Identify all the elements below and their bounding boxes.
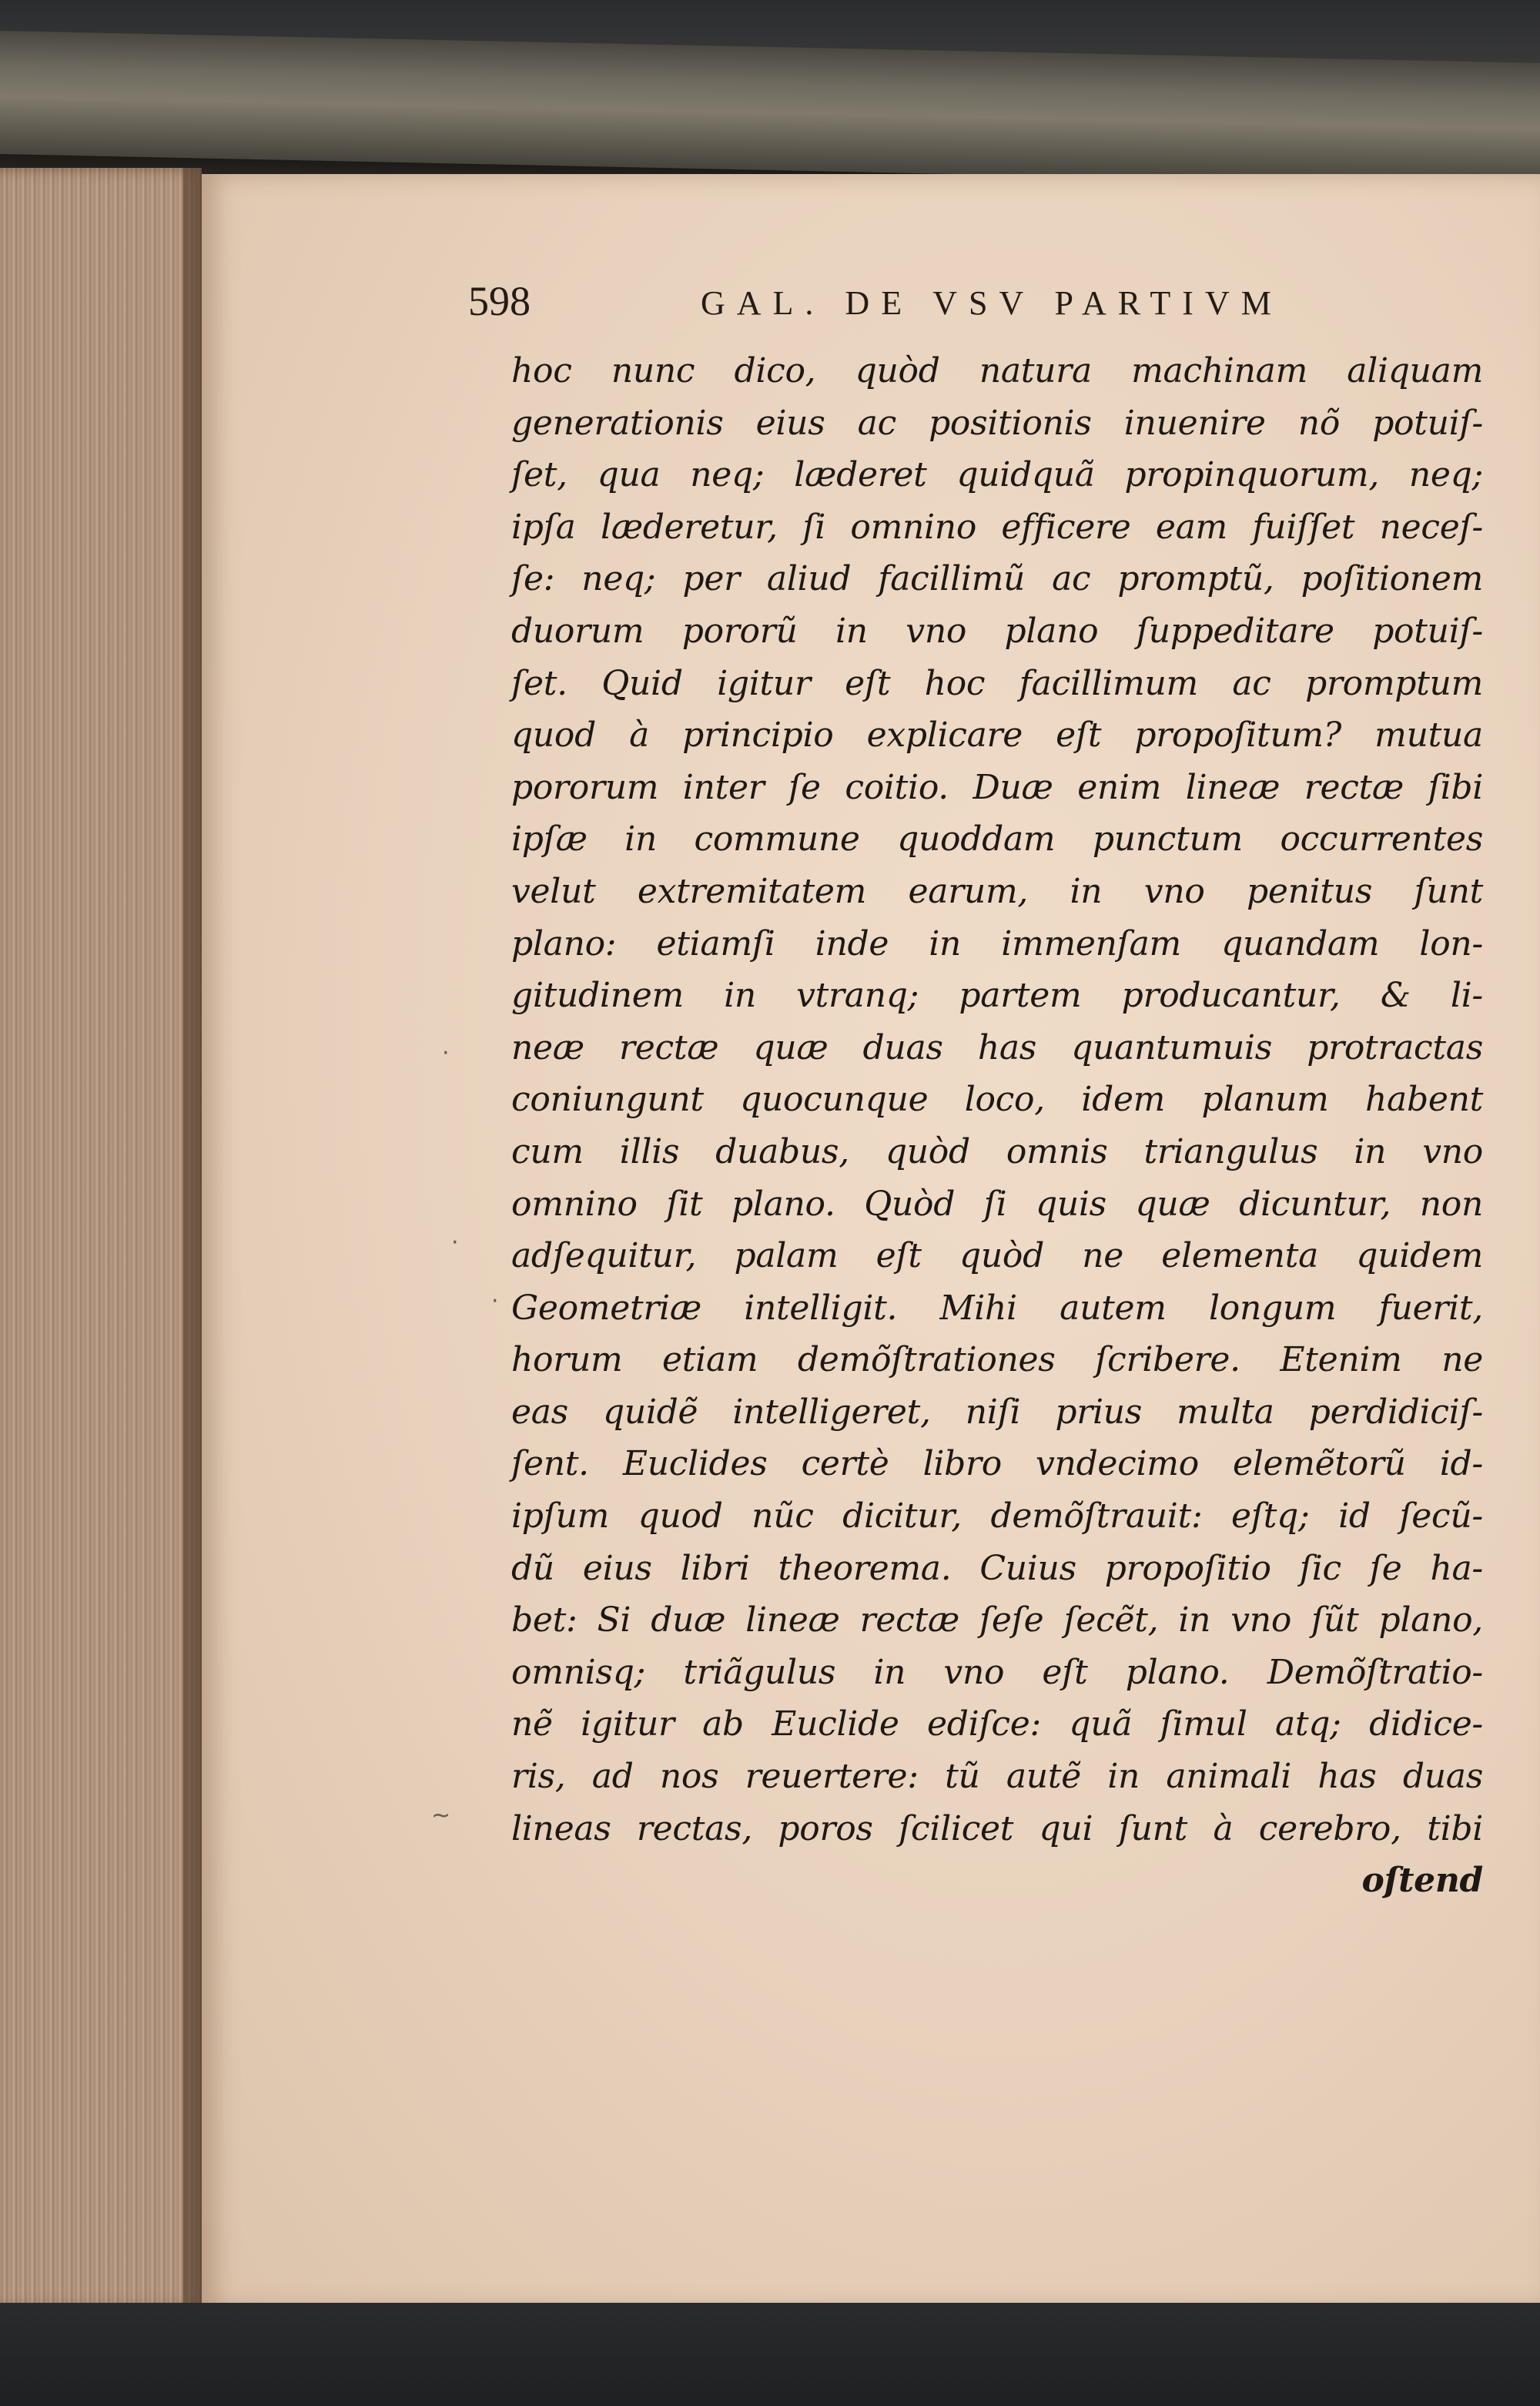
text-line: omnisq; triãgulus in vno eſt plano. Demõſtratio- <box>511 1652 1483 1692</box>
running-head <box>701 283 1540 323</box>
text-line: ipſa læderetur, ſi omnino efficere eam fuiſſet neceſ- <box>511 507 1483 547</box>
text-line: pororum inter ſe coitio. Duæ enim lineæ rectæ ſibi <box>511 767 1483 807</box>
text-line: ipſæ in commune quoddam punctum occurrentes <box>511 819 1483 860</box>
text-line: ſe: neq; per aliud facillimũ ac promptũ, poſitionem <box>511 559 1483 599</box>
text-line: hoc nunc dico, quòd natura machinam aliquam <box>511 351 1483 390</box>
text-line: velut extremitatem earum, in vno penitus ſunt <box>511 871 1483 911</box>
text-line: horum etiam demõſtrationes ſcribere. Etenim ne <box>511 1340 1483 1380</box>
running-head-text: GAL. DE VSV PARTIVM <box>701 284 1283 322</box>
catchword: oſtend <box>1361 1861 1483 1901</box>
text-line: Geometriæ intelligit. Mihi autem longum fuerit, <box>511 1288 1483 1328</box>
text-line: ſent. Euclides certè libro vndecimo elemẽtorũ id- <box>511 1444 1483 1484</box>
text-line: lineas rectas, poros ſcilicet qui ſunt à cerebro, tibi <box>511 1808 1483 1848</box>
text-line: plano: etiamſi inde in immenſam quandam lon- <box>511 923 1483 963</box>
margin-mark-dot: · <box>491 1288 499 1315</box>
table-surface <box>0 2303 1540 2406</box>
text-line: ſet, qua neq; læderet quidquã propinquorum, neq; <box>511 455 1483 495</box>
text-line: neæ rectæ quæ duas has quantumuis protractas <box>511 1027 1483 1067</box>
page-edges-stack <box>0 168 202 2309</box>
text-line: coniungunt quocunque loco, idem planum habent <box>511 1080 1483 1120</box>
text-line: generationis eius ac positionis inuenire nõ potuiſ- <box>511 403 1483 443</box>
text-line: gitudinem in vtranq; partem producantur, & li- <box>511 976 1483 1016</box>
text-line: eas quidẽ intelligeret, niſi prius multa perdidiciſ- <box>511 1392 1483 1432</box>
text-line: bet: Si duæ lineæ rectæ ſeſe ſecẽt, in vno ſũt plano, <box>511 1600 1483 1640</box>
text-line: ris, ad nos reuertere: tũ autẽ in animali has duas <box>511 1757 1483 1797</box>
text-line: ipſum quod nũc dicitur, demõſtrauit: eſtq; id ſecũ- <box>511 1496 1483 1536</box>
text-line: adſequitur, palam eſt quòd ne elementa quidem <box>511 1236 1483 1276</box>
margin-mark-dash: ~ <box>431 1802 451 1829</box>
text-line: omnino ſit plano. Quòd ſi quis quæ dicuntur, non <box>511 1184 1483 1224</box>
text-line: ſet. Quid igitur eſt hoc facillimum ac promptum <box>511 663 1483 703</box>
margin-mark-dot: · <box>442 1040 450 1067</box>
margin-mark-dot: · <box>451 1229 459 1256</box>
text-line: nẽ igitur ab Euclide ediſce: quã ſimul atq; didice- <box>511 1704 1483 1744</box>
body-text <box>511 345 1483 1907</box>
text-line: quod à principio explicare eſt propoſitum? mutua <box>511 715 1483 756</box>
page-number: 598 <box>468 278 531 324</box>
text-line: duorum pororũ in vno plano ſuppeditare potuiſ- <box>511 611 1483 651</box>
text-line: dũ eius libri theorema. Cuius propoſitio ſic ſe ha- <box>511 1548 1483 1588</box>
text-line: cum illis duabus, quòd omnis triangulus in vno <box>511 1131 1483 1171</box>
